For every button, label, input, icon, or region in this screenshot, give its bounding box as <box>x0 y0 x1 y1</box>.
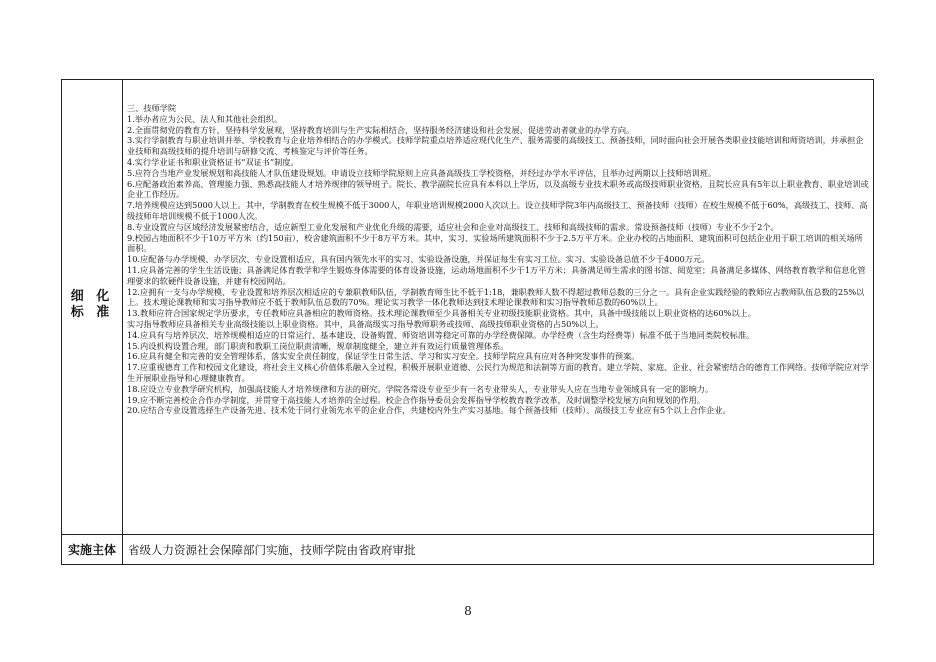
list-item: 11.应具备完善的学生生活设施；具备满足体育教学和学生锻炼身体需要的体育设备设施，运动场地面积不少于1万平方米；具备满足师生需求的图书馆、阅览室；具备满足多媒体、网络教育教学和信息化管理要求的软硬件设备设施，并建有校园网站。 <box>127 264 866 286</box>
list-item: 19.应不断完善校企合作办学制度，并贯穿于高技能人才培养的全过程。校企合作指导委员会发挥指导学校教育教学改革，及时调整学校发展方向和规划的作用。 <box>127 394 705 405</box>
detail-content-cell <box>123 80 873 534</box>
subject-label-cell <box>62 535 123 564</box>
list-item: 5.应符合当地产业发展规划和高技能人才队伍建设规划。申请设立技师学院原则上应具备高级技工学校资格，并经过办学水平评估，且举办过两期以上技师培训班。 <box>127 167 717 178</box>
page-number: 8 <box>464 604 472 618</box>
list-item: 8.专业设置应与区域经济发展紧密结合，适应新型工业化发展和产业优化升级的需要，适应社会和企业对高级技工、技师和高级技师的需求。常设预备技师（技师）专业不少于2个。 <box>127 221 779 232</box>
detail-label-cell <box>62 80 123 534</box>
list-item: 9.校园占地面积不少于10万平方米（约150亩），校舍建筑面积不少于8万平方米。其中，实习、实验场所建筑面积不少于2.5万平方米。企业办校的占地面积、建筑面积可包括企业用于职工培训的相关场所面积。 <box>127 232 863 254</box>
list-item: 6.应配备政治素养高、管理能力强、熟悉高技能人才培养规律的领导班子。院长、教学副院长应具有本科以上学历，以及高级专业技术职务或高级技师职业资格，且院长应具有5年以上职业教育、职业培训或企业工作经历。 <box>127 178 869 200</box>
subject-row <box>62 535 873 564</box>
list-item: 10.应配备与办学规模、办学层次、专业设置相适应，具有国内领先水平的实习、实验设备设施，并保证每生有实习工位。实习、实验设备总值不少于4000万元。 <box>127 254 710 265</box>
list-item: 16.应具有健全和完善的安全管理体系，落实安全责任制度，保证学生日常生活、学习和实习安全。技师学院应具有应对各种突发事件的预案。 <box>127 351 640 362</box>
list-item: 18.应设立专业教学研究机构，加强高技能人才培养规律和方法的研究。学院各常设专业至少有一名专业带头人，专业带头人应在当地专业领域具有一定的影响力。 <box>127 383 714 394</box>
list-item: 17.应重视德育工作和校园文化建设，将社会主义核心价值体系融入全过程，积极开展职业道德、公民行为规范和法制等方面的教育。建立学院、家庭、企业、社会紧密结合的德育工作网络。技师学院应对学生开展职业指导和心理健康教育。 <box>127 362 869 383</box>
subject-text: 省级人力资源社会保障部门实施，技师学院由省政府审批 <box>128 543 416 557</box>
standards-table <box>61 79 874 565</box>
list-item: 12.应拥有一支与办学规模、专业设置和培养层次相适应的专兼职教师队伍，学制教育师生比不低于1:18，兼职教师人数不得超过教师总数的三分之一。具有企业实践经验的教师应占教师队伍总数的25%以上。技术理论课教师和实习指导教师应不低于教师队伍总数的70%。理论实习教学一体化教师达到技术理论课教师和实习指导教师总数的60%以上。 <box>127 286 865 308</box>
list-item: 7.培养规模应达到5000人以上。其中，学制教育在校生规模不低于3000人，年职业培训规模2000人次以上。设立技师学院3年内高级技工、预备技师（技师）在校生规模不低于60%，高级技工、技师、高级技师年培训规模不低于1000人次。 <box>127 200 868 221</box>
detail-label-line1: 细 化 <box>70 289 114 304</box>
list-item: 15.内设机构设置合理，部门职责和教职工岗位职责清晰，规章制度健全，建立并有效运行质量管理体系。 <box>127 340 509 351</box>
detail-label-line2: 标 准 <box>70 305 114 320</box>
detail-label <box>62 289 122 321</box>
list-item: 3.实行学制教育与职业培训并举、学校教育与企业培养相结合的办学模式。技师学院重点培养适应现代化生产、服务需要的高级技工、预备技师，同时面向社会开展各类职业技能培训和师资培训，并承担企业技师和高级技师的提升培训与研修交流、考核鉴定与评价等任务。 <box>127 135 864 157</box>
subject-label: 实施主体 <box>67 543 116 557</box>
list-item: 1.举办者应为公民、法人和其他社会组织。 <box>127 113 283 124</box>
list-item: 14.应具有与培养层次、培养规模相适应的日常运行、基本建设、设备购置、师资培训等稳定可靠的办学经费保障。办学经费（含生均经费等）标准不低于当地同类院校标准。 <box>127 329 755 340</box>
section-heading: 三、技师学院 <box>127 103 177 113</box>
detail-row <box>62 80 873 535</box>
list-item: 实习指导教师应具备相关专业高级技能以上职业资格。其中，具备高级实习指导教师职务或技师、高级技师职业资格的占50%以上。 <box>127 318 604 329</box>
list-item: 20.应结合专业设置选择生产设备先进、技术处于同行业领先水平的企业合作，共建校内外生产实习基地。每个预备技师（技师）、高级技工专业应有5个以上合作企业。 <box>127 405 731 416</box>
list-item: 4.实行学业证书和职业资格证书“双证书”制度。 <box>127 156 299 167</box>
list-item: 2.全面贯彻党的教育方针，坚持科学发展观，坚持教育培训与生产实际相结合，坚持服务经济建设和社会发展、促进劳动者就业的办学方向。 <box>127 124 635 135</box>
list-item: 13.教师应符合国家规定学历要求，专任教师应具备相应的教师资格。技术理论课教师至少具备相关专业初级技能职业资格。其中，具备中级技能以上职业资格的达60%以上。 <box>127 308 756 319</box>
